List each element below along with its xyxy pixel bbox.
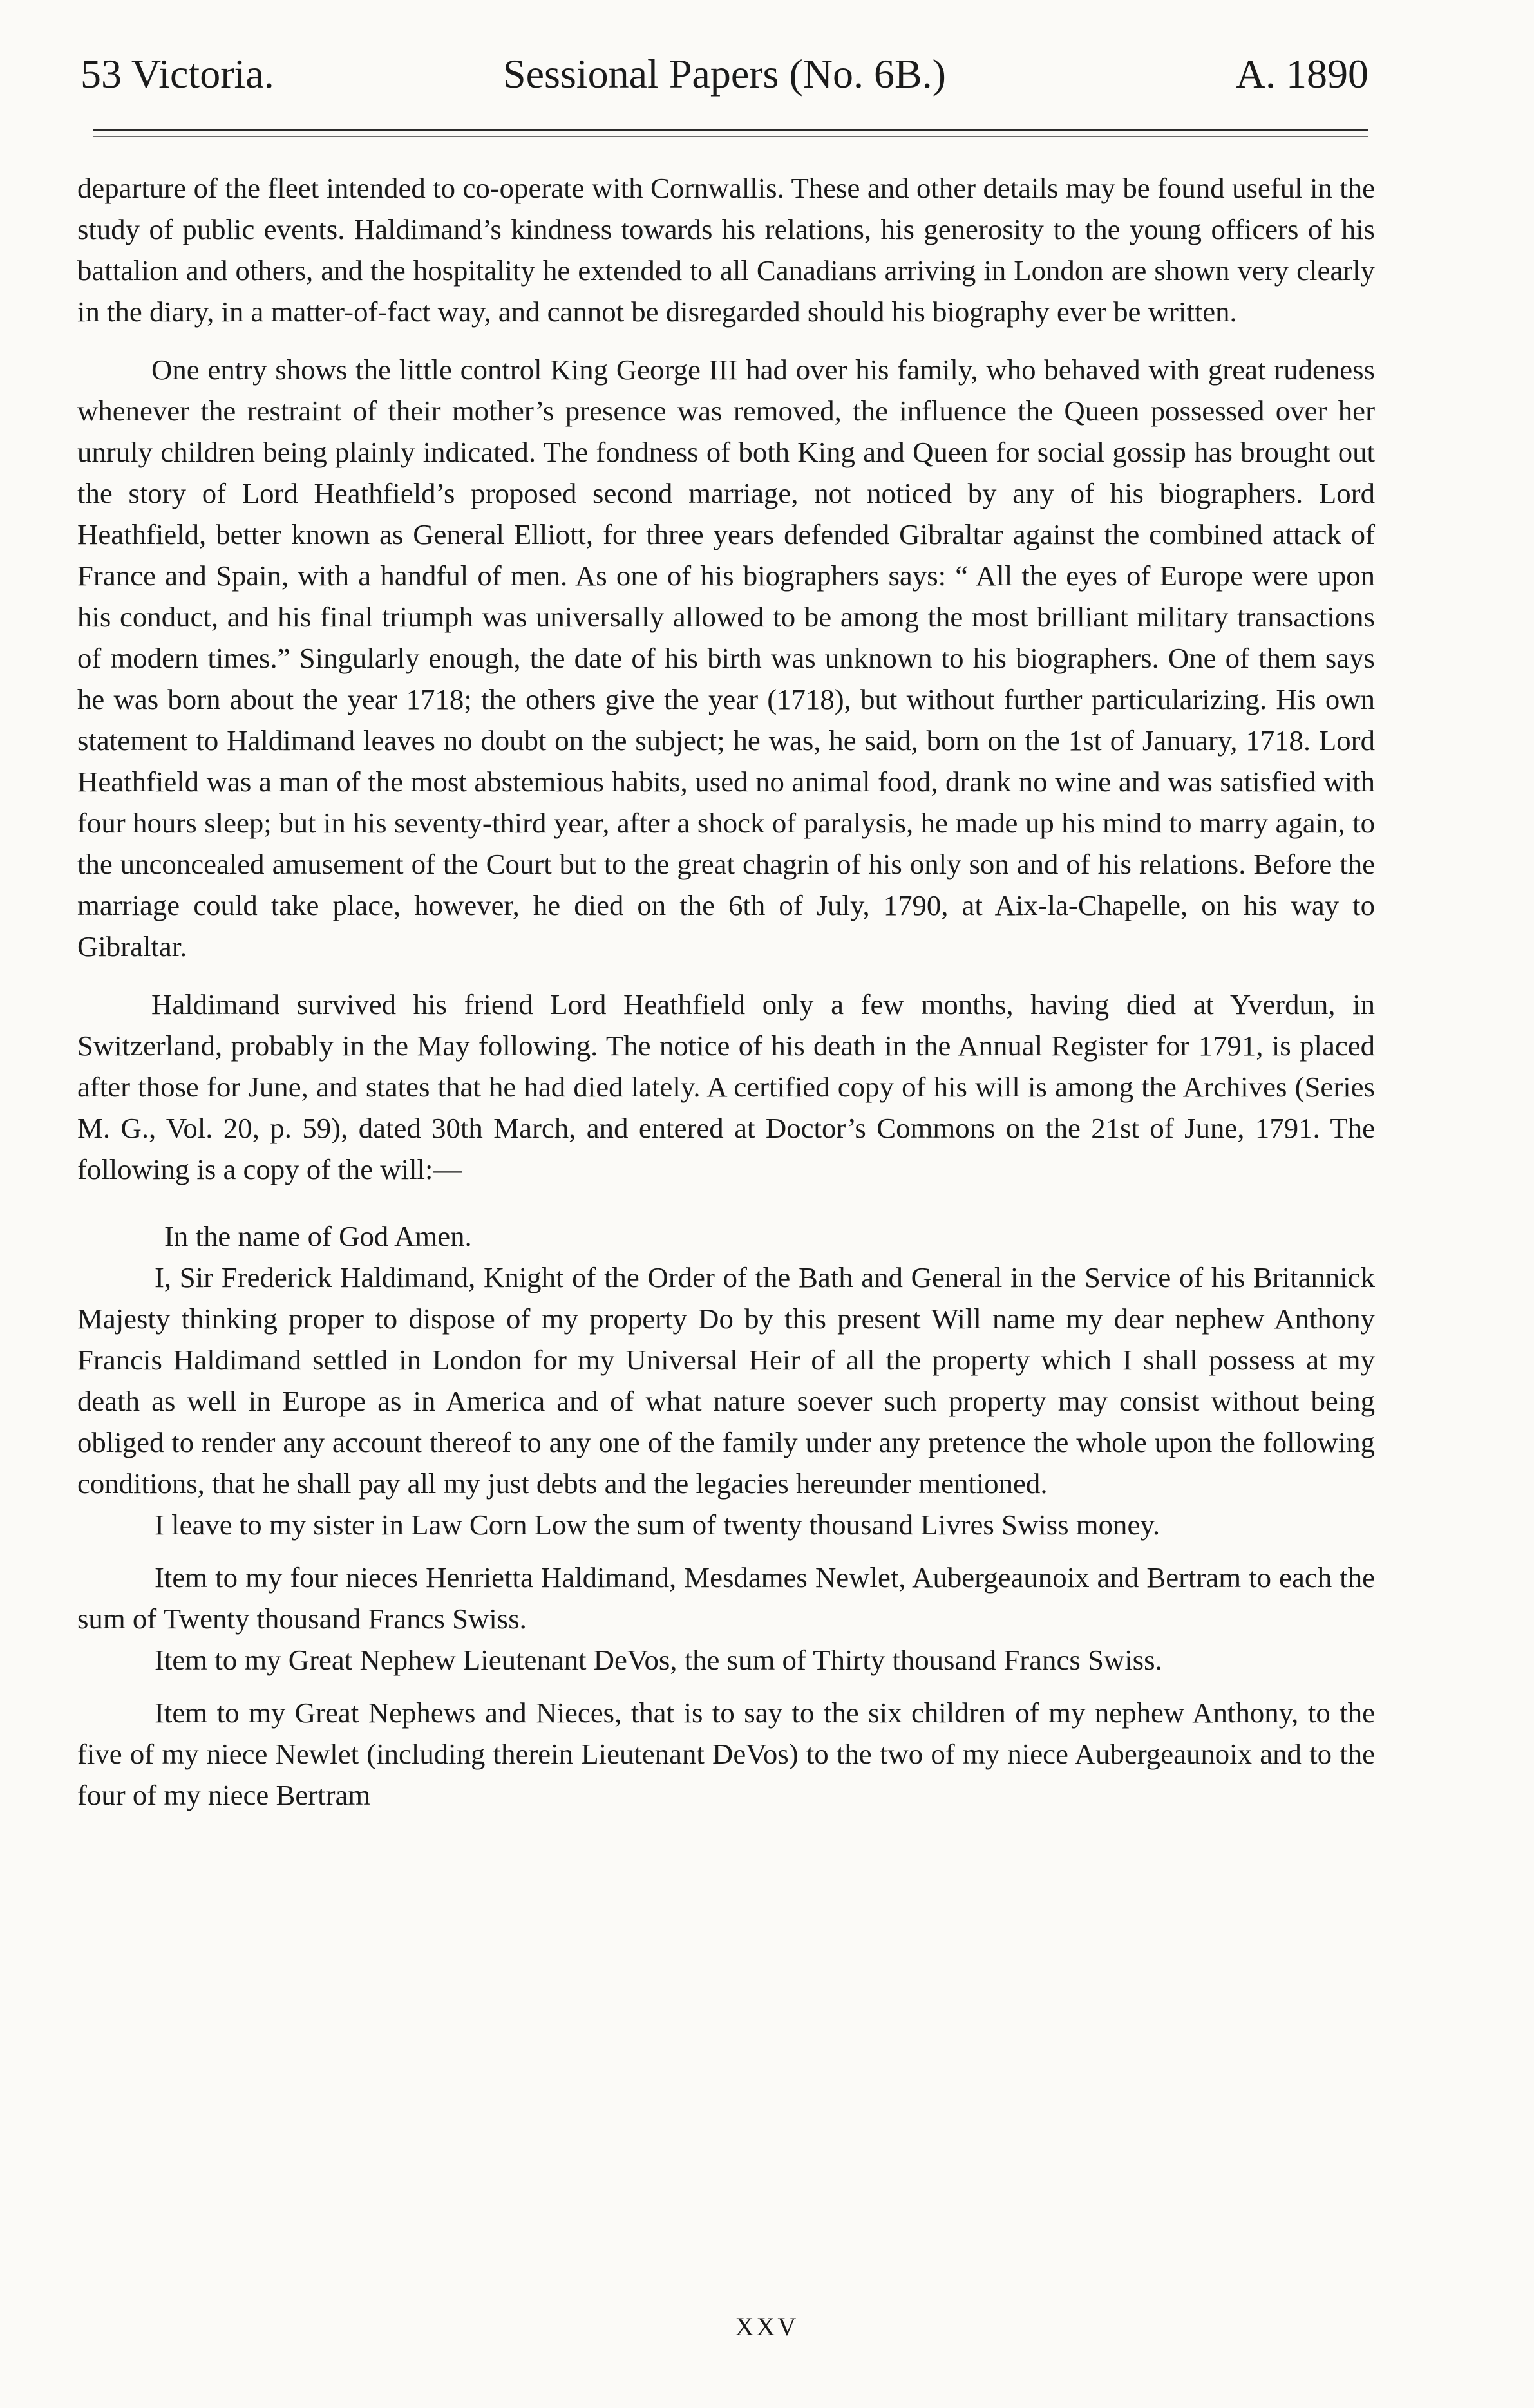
will-clause-sister: I leave to my sister in Law Corn Low the sum of twenty thousand Livres Swiss money. [155,1509,1160,1541]
paragraph-heathfield: One entry shows the little control King George III had over his family, who behaved with great rudeness whenever the restraint of their mother’s presence was removed, the influence the Queen possessed over her unruly children being plainly indicated. The fondness of both King and Queen for social gossip has brought out the story of Lord Heathfield’s proposed second marriage, not noticed by any of his biographers. Lord Heathfield, better known as General Elliott, for three years defended Gibraltar against the combined attack of France and Spain, with a handful of men. As one of his biographers says: “ All the eyes of Europe were upon his conduct, and his final triumph was universally allowed to be among the most brilliant military transactions of modern times.” Singularly enough, the date of his birth was unknown to his biographers. One of them says he was born about the year 1718; the others give the year (1718), but without further particularizing. His own statement to Haldimand leaves no doubt on the subject; he was, he said, born on the 1st of January, 1718. Lord Heathfield was a man of the most abstemious habits, used no animal food, drank no wine and was satisfied with four hours sleep; but in his seventy-third year, after a shock of paralysis, he made up his mind to marry again, to the unconcealed amusement of the Court but to the great chagrin of his only son and of his relations. Before the marriage could take place, however, he died on the 6th of July, 1790, at Aix-la-Chapelle, on his way to Gibraltar. [77,353,1375,963]
paragraph-continuation: departure of the fleet intended to co-operate with Cornwallis. These and other details may be found useful in the study of public events. Haldimand’s kindness towards his relations, his generosity to the young officers of his battalion and others, and the hospitality he extended to all Canadians arriving in London are shown very clearly in the diary, in a matter-of-fact way, and cannot be disregarded should his biography ever be written. [77,172,1375,328]
header-rule-thin [93,136,1368,137]
will-text [77,1216,1375,1816]
header-year: A. 1890 [1235,51,1368,97]
body-text [77,167,1375,1816]
will-clause-great-nephews: Item to my Great Nephews and Nieces, that is to say to the six children of my nephew Anthony, to the five of my niece Newlet (including therein Lieutenant DeVos) to the two of my niece Aubergeaunoix and to the four of my niece Bertram [77,1697,1375,1811]
running-header [80,39,1368,109]
will-clause-heir: I, Sir Frederick Haldimand, Knight of the Order of the Bath and General in the Service of his Britannick Majesty thinking proper to dispose of my property Do by this present Will name my dear nephew Anthony Francis Haldimand settled in London for my Universal Heir of all the property which I shall possess at my death as well in Europe as in America and of what nature soever such property may consist without being obliged to render any account thereof to any one of the family under any pretence the whole upon the following conditions, that he shall pay all my just debts and the legacies hereunder mentioned. [77,1261,1375,1500]
header-rule [93,129,1368,131]
will-invocation: In the name of God Amen. [164,1220,472,1252]
will-clause-devos: Item to my Great Nephew Lieutenant DeVos, the sum of Thirty thousand Francs Swiss. [155,1644,1162,1676]
header-session: 53 Victoria. [80,51,274,97]
header-title: Sessional Papers (No. 6B.) [503,51,946,97]
paragraph-haldimand-death: Haldimand survived his friend Lord Heathfield only a few months, having died at Yverdun, in Switzerland, probably in the May following. The notice of his death in the Annual Register for 1791, is placed after those for June, and states that he had died lately. A certified copy of his will is among the Archives (Series M. G., Vol. 20, p. 59), dated 30th March, and entered at Doctor’s Commons on the 21st of June, 1791. The following is a copy of the will:— [77,988,1375,1185]
page-number: XXV [735,2312,799,2341]
will-clause-nieces: Item to my four nieces Henrietta Haldimand, Mesdames Newlet, Aubergeaunoix and Bertram to each the sum of Twenty thousand Francs Swiss. [77,1561,1375,1635]
